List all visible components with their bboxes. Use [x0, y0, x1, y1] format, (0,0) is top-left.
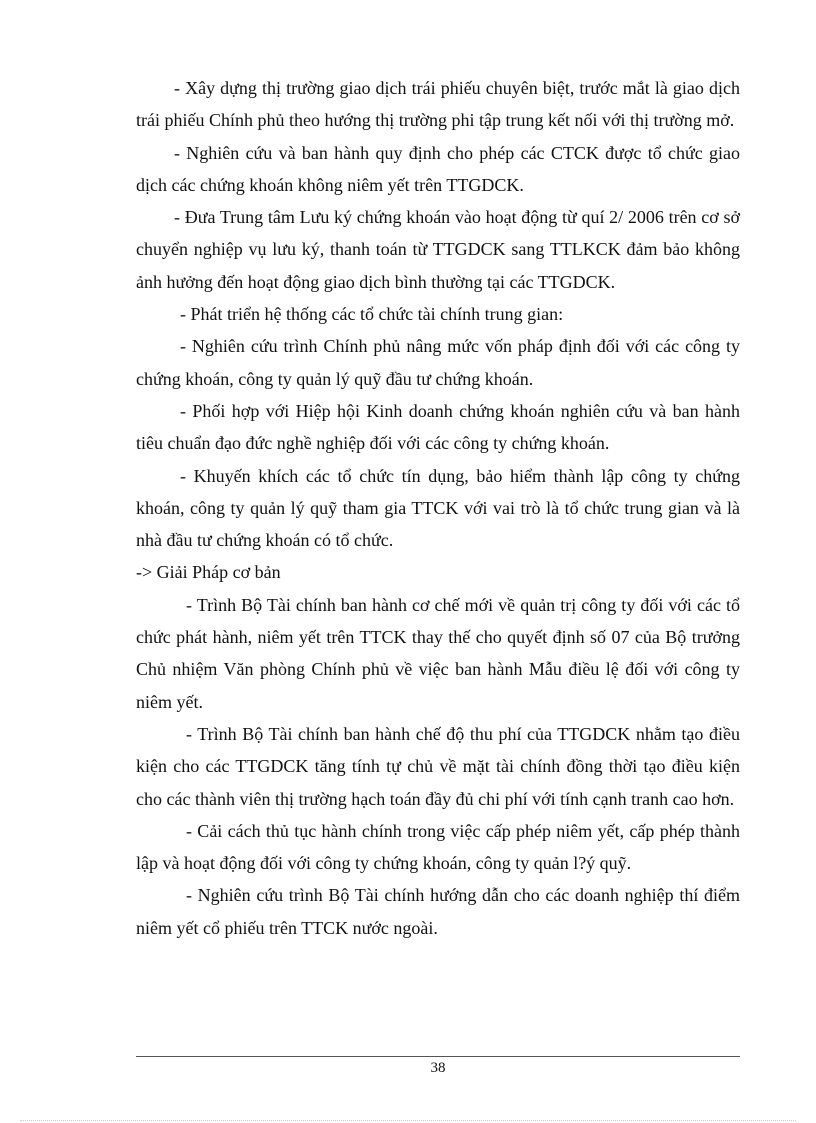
- paragraph-unlisted-securities: - Nghiên cứu và ban hành quy định cho phép các CTCK được tổ chức giao dịch các chứng khoán không niêm yết trên TTGDCK.: [136, 142, 740, 195]
- page-number: 38: [430, 1060, 446, 1076]
- paragraph-credit-institutions: - Khuyến khích các tổ chức tín dụng, bảo hiểm thành lập công ty chứng khoán, công ty quản lý quỹ tham gia TTCK với vai trò là tổ chức trung gian và là nhà đầu tư chứng khoán có tổ chức.: [136, 465, 740, 551]
- footer-divider: [136, 1056, 740, 1057]
- paragraph-admin-reform: - Cải cách thủ tục hành chính trong việc cấp phép niêm yết, cấp phép thành lập và hoạt động đối với công ty chứng khoán, công ty quản l?ý quỹ.: [136, 820, 740, 874]
- paragraph-fee-regime: - Trình Bộ Tài chính ban hành chế độ thu phí của TTGDCK nhằm tạo điều kiện cho các TTGDCK tăng tính tự chủ về mặt tài chính đồng thời tạo điều kiện cho các thành viên thị trường hạch toán đầy đủ chi phí với tính cạnh tranh cao hơn.: [136, 723, 740, 809]
- paragraph-depository-center: - Đưa Trung tâm Lưu ký chứng khoán vào hoạt động từ quí 2/ 2006 trên cơ sở chuyển nghiệp vụ lưu ký, thanh toán từ TTGDCK sang TTLKCK đảm bảo không ảnh hưởng đến hoạt động giao dịch bình thường tại các TTGDCK.: [136, 207, 740, 292]
- paragraph-corporate-governance: - Trình Bộ Tài chính ban hành cơ chế mới về quản trị công ty đối với các tổ chức phát hành, niêm yết trên TTCK thay thế cho quyết định số 07 của Bộ trưởng Chủ nhiệm Văn phòng Chính phủ về việc ban hành Mẫu điều lệ đối với công ty niêm yết.: [136, 594, 740, 712]
- section-heading-basic-solutions: -> Giải Pháp cơ bản: [136, 562, 281, 583]
- document-body: [136, 72, 740, 944]
- page-bottom-edge: [20, 1120, 796, 1121]
- paragraph-bond-market: - Xây dựng thị trường giao dịch trái phiếu chuyên biệt, trước mắt là giao dịch trái phiếu Chính phủ theo hướng thị trường phi tập trung kết nối với thị trường mở.: [136, 78, 740, 131]
- paragraph-intermediaries-heading: - Phát triển hệ thống các tổ chức tài chính trung gian:: [180, 304, 564, 325]
- paragraph-legal-capital: - Nghiên cứu trình Chính phủ nâng mức vốn pháp định đối với các công ty chứng khoán, công ty quản lý quỹ đầu tư chứng khoán.: [136, 336, 740, 389]
- paragraph-ethics-standards: - Phối hợp với Hiệp hội Kinh doanh chứng khoán nghiên cứu và ban hành tiêu chuẩn đạo đức nghề nghiệp đối với các công ty chứng khoán.: [136, 400, 740, 454]
- paragraph-foreign-listing: - Nghiên cứu trình Bộ Tài chính hướng dẫn cho các doanh nghiệp thí điểm niêm yết cổ phiếu trên TTCK nước ngoài.: [136, 885, 740, 938]
